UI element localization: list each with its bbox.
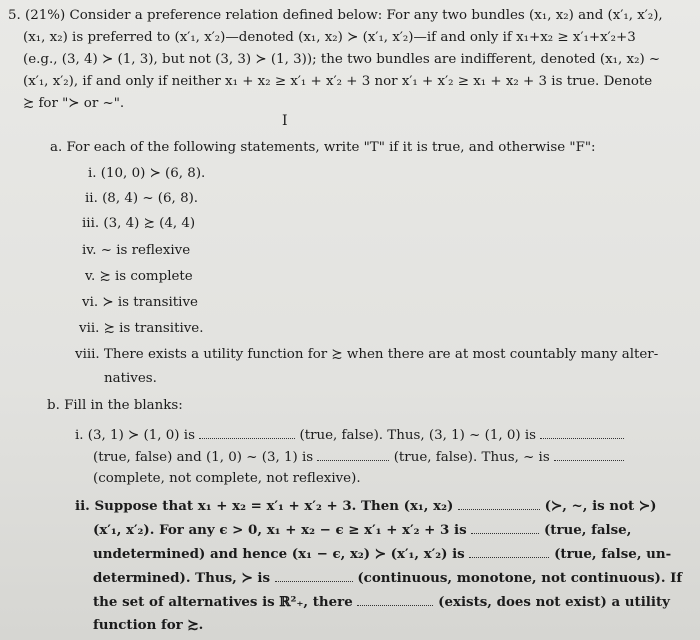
- text-cursor-icon: I: [282, 113, 288, 129]
- part-b-i-text-1b: (true, false). Thus, (3, 1) ~ (1, 0) is: [299, 428, 537, 443]
- blank-b-i-4[interactable]: [554, 449, 624, 461]
- part-a-item-ii: ii. (8, 4) ~ (6, 8).: [85, 191, 199, 206]
- part-a-item-iii: iii. (3, 4) ≿ (4, 4): [82, 216, 196, 231]
- part-a-item-i: i. (10, 0) ≻ (6, 8).: [88, 166, 206, 181]
- problem-line-1: 5. (21%) Consider a preference relation defined below: For any two bundles (x₁, x₂) and (x′₁, x′₂),: [8, 8, 663, 23]
- blank-b-i-2[interactable]: [540, 427, 624, 439]
- part-a-item-iv: iv. ~ is reflexive: [82, 243, 191, 258]
- part-b-ii-line-5: [93, 594, 670, 610]
- part-b-ii-text-1b: (≻, ~, is not ≻): [544, 498, 657, 514]
- part-b-i-text-2b: (true, false). Thus, ~ is: [393, 450, 550, 465]
- part-b-i-line-2: [93, 449, 624, 466]
- part-b-i-text-2a: (true, false) and (1, 0) ~ (3, 1) is: [93, 450, 314, 465]
- part-b-ii-line-1: [75, 498, 656, 514]
- part-a-item-viii-cont: natives.: [104, 371, 157, 386]
- part-a-item-vi: vi. ≻ is transitive: [82, 295, 198, 310]
- problem-line-5: ≿ for "≻ or ~".: [23, 96, 125, 111]
- blank-b-ii-4[interactable]: [275, 570, 353, 582]
- part-b-ii-text-4a: determined). Thus, ≻ is: [93, 570, 270, 586]
- part-b-ii-text-3b: (true, false, un-: [554, 546, 672, 562]
- part-b-ii-line-2: [93, 522, 631, 538]
- blank-b-ii-5[interactable]: [357, 594, 433, 606]
- blank-b-ii-1[interactable]: [458, 498, 540, 510]
- problem-line-3: (e.g., (3, 4) ≻ (1, 3), but not (3, 3) ≻ (1, 3)); the two bundles are indifferent, denoted (x₁, x₂) ~: [23, 52, 661, 67]
- part-b-ii-text-4b: (continuous, monotone, not continuous). If: [357, 570, 683, 586]
- part-a-intro: a. For each of the following statements, write "T" if it is true, and otherwise "F":: [50, 140, 596, 155]
- part-b-ii-text-5b: (exists, does not exist) a utility: [438, 594, 670, 610]
- part-b-ii-line-4: [93, 570, 682, 586]
- part-b-i-text-1a: i. (3, 1) ≻ (1, 0) is: [75, 428, 195, 443]
- blank-b-ii-3[interactable]: [469, 546, 549, 558]
- blank-b-i-3[interactable]: [317, 449, 389, 461]
- part-b-ii-text-2a: (x′₁, x′₂). For any ϵ > 0, x₁ + x₂ − ϵ ≥ x′₁ + x′₂ + 3 is: [93, 522, 467, 538]
- part-a-item-viii: viii. There exists a utility function for ≿ when there are at most countably many alter-: [75, 347, 659, 362]
- blank-b-ii-2[interactable]: [471, 522, 539, 534]
- part-b-ii-text-2b: (true, false,: [543, 522, 632, 538]
- part-b-i-line-3: (complete, not complete, not reflexive).: [93, 471, 361, 486]
- blank-b-i-1[interactable]: [199, 427, 295, 439]
- problem-line-2: (x₁, x₂) is preferred to (x′₁, x′₂)—denoted (x₁, x₂) ≻ (x′₁, x′₂)—if and only if x₁+x₂ ≥ x′₁+x′₂+3: [23, 30, 636, 45]
- part-a-item-v: v. ≿ is complete: [85, 269, 193, 284]
- part-b-ii-line-6: function for ≿.: [93, 617, 204, 633]
- part-b-ii-line-3: [93, 546, 671, 562]
- part-b-i-line-1: [75, 427, 624, 444]
- part-b-ii-text-5a: the set of alternatives is ℝ²₊, there: [93, 594, 353, 610]
- part-b-intro: b. Fill in the blanks:: [47, 398, 183, 413]
- part-b-ii-text-3a: undetermined) and hence (x₁ − ϵ, x₂) ≻ (x′₁, x′₂) is: [93, 546, 465, 562]
- part-a-item-vii: vii. ≿ is transitive.: [79, 321, 204, 336]
- problem-line-4: (x′₁, x′₂), if and only if neither x₁ + x₂ ≥ x′₁ + x′₂ + 3 nor x′₁ + x′₂ ≥ x₁ + x₂ + 3 is true. Denote: [23, 74, 653, 89]
- part-b-ii-text-1a: ii. Suppose that x₁ + x₂ = x′₁ + x′₂ + 3. Then (x₁, x₂): [75, 498, 454, 514]
